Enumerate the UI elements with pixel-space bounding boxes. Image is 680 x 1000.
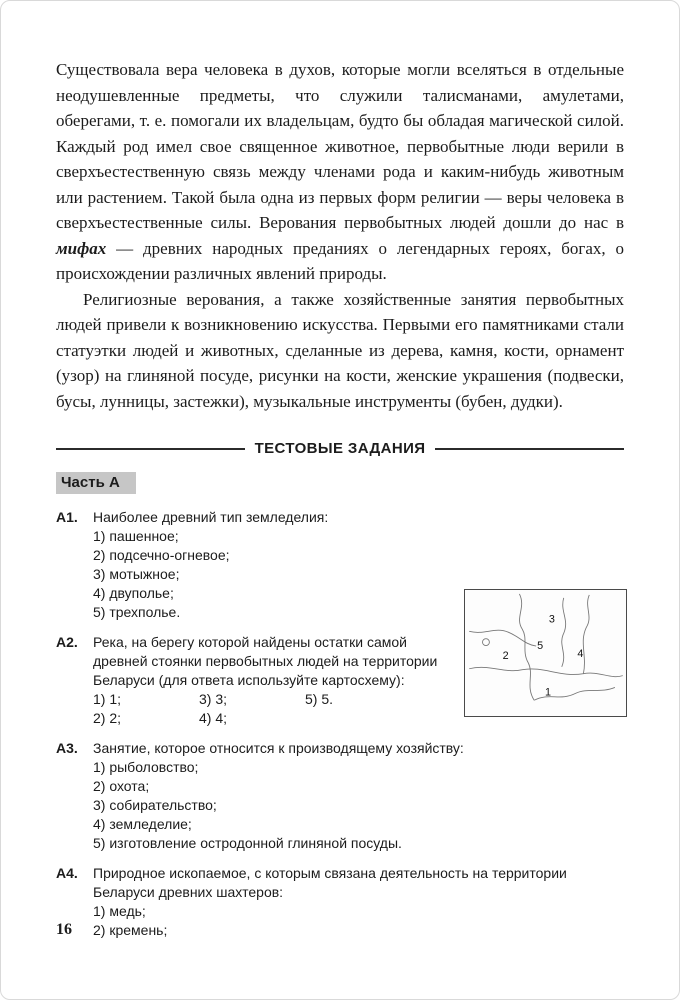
answer-option: 4) 4; (199, 710, 228, 726)
river-line (469, 630, 536, 646)
answer-option: 3) 3; (199, 691, 228, 707)
rule-left (56, 448, 245, 450)
answer-option: 1) пашенное; (93, 528, 179, 544)
answer-option: 2) охота; (93, 778, 150, 794)
term-myths: мифах (56, 238, 107, 258)
section-title: ТЕСТОВЫЕ ЗАДАНИЯ (254, 440, 426, 457)
lake-marker (483, 639, 490, 646)
page-content (56, 57, 624, 951)
answer-option: 2) подсечно-огневое; (93, 547, 230, 563)
question-number: А2. (56, 634, 78, 650)
paragraph-religion (56, 57, 624, 287)
map-label-2: 2 (502, 649, 509, 662)
rule-right (435, 448, 624, 450)
page-number: 16 (56, 921, 72, 938)
question-a4 (56, 864, 624, 940)
question-a3 (56, 739, 624, 853)
answer-option: 1) 1; (93, 691, 122, 707)
river-line (519, 594, 534, 700)
answer-option: 1) медь; (93, 903, 146, 919)
answer-option: 2) кремень; (93, 922, 168, 938)
map-number-labels (503, 613, 584, 698)
river-line (562, 598, 566, 667)
paragraph-text: Существовала вера человека в духов, которые могли вселяться в отдельные неодушевленные предметы, что служили талисманами, амулетами, оберегами, т. е. помогали их владельцам, будто бы обладая магической силой. Каждый род имел свое священное животное, первобытные люди верили в сверхъестественную связь между членами рода и каким-нибудь животным или растением. Такой была одна из первых форм религии — веры человека в сверхъестественные силы. Верования первобытных людей дошли до нас в (56, 60, 624, 232)
question-text: Река, на берегу которой найдены остатки самой древней стоянки первобытных людей на территории Беларуси (для ответа используйте картосхему): (93, 634, 438, 688)
belarus-rivers-map (465, 590, 626, 716)
question-number: А3. (56, 740, 78, 756)
answer-option: 3) мотыжное; (93, 566, 180, 582)
question-number: А1. (56, 509, 78, 525)
answer-option: 4) двуполье; (93, 585, 174, 601)
answer-option: 5) 5. (305, 691, 334, 707)
question-text: Природное ископаемое, с которым связана деятельность на территории Беларуси древних шахтеров: (93, 865, 567, 900)
map-label-3: 3 (548, 613, 555, 626)
question-number: А4. (56, 865, 78, 881)
answer-option: 5) трехполье. (93, 604, 181, 620)
answer-option: 3) собирательство; (93, 797, 217, 813)
paragraph-art: Религиозные верования, а также хозяйственные занятия первобытных людей привели к возникновению искусства. Первыми его памятниками стали статуэтки людей и животных, сделанные из дерева, камня, кости, орнамент (узор) на глиняной посуде, рисунки на кости, женские украшения (подвески, бусы, лунницы, застежки), музыкальные инструменты (бубен, дудки). (56, 289, 624, 411)
paragraph-text: — древних народных преданиях о легендарных героях, богах, о происхождении различных явлений природы. (56, 238, 624, 283)
answer-option: 5) изготовление остродонной глиняной посуды. (93, 835, 402, 851)
river-line (583, 595, 589, 674)
map-label-1: 1 (544, 686, 551, 699)
question-text: Занятие, которое относится к производящему хозяйству: (93, 740, 464, 756)
answer-option: 2) 2; (93, 710, 122, 726)
answer-option: 1) рыболовство; (93, 759, 199, 775)
map-label-5: 5 (537, 640, 544, 653)
part-a-label: Часть А (56, 472, 136, 494)
answer-option: 4) земледелие; (93, 816, 192, 832)
map-label-4: 4 (577, 647, 584, 660)
river-line (469, 667, 623, 676)
river-lines (469, 594, 623, 700)
section-header (56, 440, 624, 457)
map-image (464, 589, 627, 717)
question-text: Наиболее древний тип земледелия: (93, 509, 329, 525)
